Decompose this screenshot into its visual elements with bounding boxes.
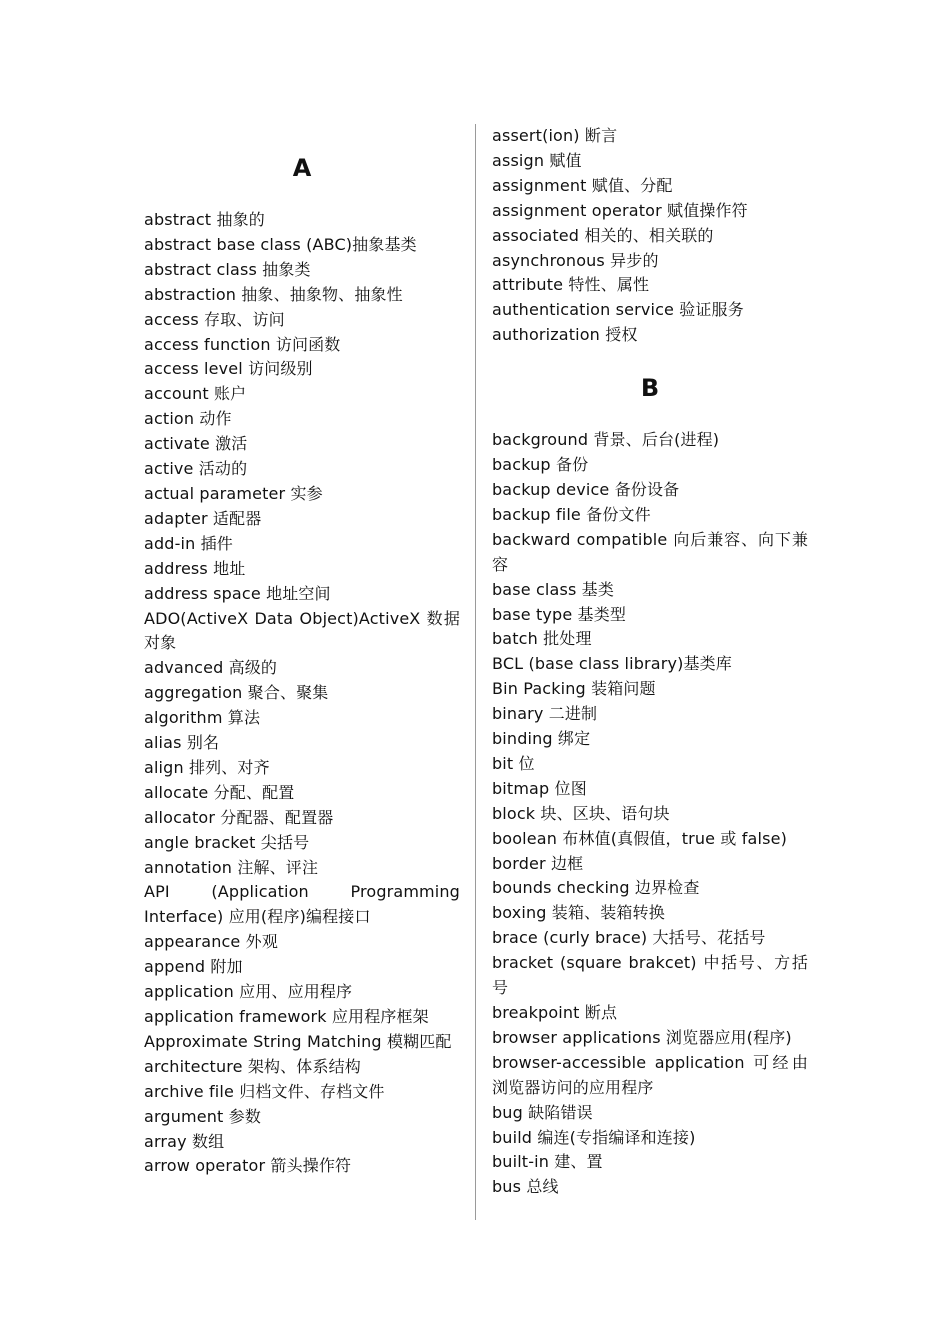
glossary-entry: backup device 备份设备 xyxy=(492,479,680,499)
glossary-entry: boxing 装箱、装箱转换 xyxy=(492,903,665,923)
entry-list-a-left xyxy=(144,208,460,1179)
glossary-entry: allocate 分配、配置 xyxy=(144,782,295,802)
entry-list-a-right xyxy=(492,124,808,348)
glossary-entry: access function 访问函数 xyxy=(144,334,341,354)
glossary-entry: add-in 插件 xyxy=(144,533,233,553)
glossary-entry: abstract class 抽象类 xyxy=(144,259,311,279)
glossary-entry: allocator 分配器、配置器 xyxy=(144,807,334,827)
glossary-entry: border 边框 xyxy=(492,853,584,873)
glossary-entry: bit 位 xyxy=(492,753,535,773)
glossary-entry: activate 激活 xyxy=(144,434,248,454)
glossary-entry: action 动作 xyxy=(144,409,232,429)
glossary-entry: bracket (square brakcet) 中括号、方括号 xyxy=(492,953,808,998)
glossary-entry: block 块、区块、语句块 xyxy=(492,803,670,823)
glossary-entry: assert(ion) 断言 xyxy=(492,126,618,145)
glossary-entry: binding 绑定 xyxy=(492,729,591,749)
glossary-entry: abstract 抽象的 xyxy=(144,210,265,229)
glossary-entry: appearance 外观 xyxy=(144,932,278,952)
glossary-entry: advanced 高级的 xyxy=(144,658,278,678)
glossary-entry: architecture 架构、体系结构 xyxy=(144,1056,361,1076)
glossary-entry: adapter 适配器 xyxy=(144,508,262,528)
glossary-entry: bounds checking 边界检查 xyxy=(492,878,700,898)
glossary-entry: abstract base class (ABC)抽象基类 xyxy=(144,234,417,254)
glossary-entry: address space 地址空间 xyxy=(144,583,331,603)
glossary-entry: brace (curly brace) 大括号、花括号 xyxy=(492,928,766,948)
glossary-entry: build 编连(专指编译和连接) xyxy=(492,1127,696,1147)
glossary-entry: Bin Packing 装箱问题 xyxy=(492,679,656,699)
glossary-entry: argument 参数 xyxy=(144,1106,261,1126)
glossary-entry: address 地址 xyxy=(144,558,246,578)
glossary-entry: browser applications 浏览器应用(程序) xyxy=(492,1027,792,1047)
glossary-entry: backup 备份 xyxy=(492,455,589,475)
glossary-entry: align 排列、对齐 xyxy=(144,757,270,777)
glossary-entry: bus 总线 xyxy=(492,1177,559,1197)
glossary-entry: bug 缺陷错误 xyxy=(492,1102,593,1122)
glossary-entry: built-in 建、置 xyxy=(492,1152,603,1172)
glossary-entry: array 数组 xyxy=(144,1131,225,1151)
glossary-entry: access level 访问级别 xyxy=(144,359,313,379)
column-divider xyxy=(475,124,476,1220)
glossary-entry: alias 别名 xyxy=(144,733,220,753)
glossary-entry: API (Application Programming Interface) 应用(程序)编程接口 xyxy=(144,882,460,927)
glossary-entry: authentication service 验证服务 xyxy=(492,300,744,320)
entry-list-b xyxy=(492,428,808,1200)
section-heading-a: A xyxy=(292,154,312,182)
glossary-entry: asynchronous 异步的 xyxy=(492,250,659,270)
glossary-entry: algorithm 算法 xyxy=(144,708,261,728)
glossary-entry: access 存取、访问 xyxy=(144,309,285,329)
glossary-entry: bitmap 位图 xyxy=(492,778,587,798)
glossary-entry: BCL (base class library)基类库 xyxy=(492,654,732,674)
glossary-entry: backup file 备份文件 xyxy=(492,504,651,524)
glossary-entry: backward compatible 向后兼容、向下兼容 xyxy=(492,529,808,574)
glossary-entry: angle bracket 尖括号 xyxy=(144,832,310,852)
glossary-entry: application 应用、应用程序 xyxy=(144,982,353,1002)
glossary-entry: abstraction 抽象、抽象物、抽象性 xyxy=(144,284,403,304)
glossary-entry: assign 赋值 xyxy=(492,150,582,170)
glossary-entry: base type 基类型 xyxy=(492,604,627,624)
glossary-entry: annotation 注解、评注 xyxy=(144,857,319,877)
glossary-entry: breakpoint 断点 xyxy=(492,1003,618,1022)
glossary-entry: background 背景、后台(进程) xyxy=(492,430,720,450)
glossary-entry: archive file 归档文件、存档文件 xyxy=(144,1081,385,1101)
glossary-entry: active 活动的 xyxy=(144,459,248,479)
glossary-entry: append 附加 xyxy=(144,957,243,977)
glossary-entry: associated 相关的、相关联的 xyxy=(492,225,714,245)
glossary-entry: attribute 特性、属性 xyxy=(492,275,650,295)
glossary-entry: browser-accessible application 可经由浏览器访问的应用程序 xyxy=(492,1052,808,1097)
glossary-entry: arrow operator 箭头操作符 xyxy=(144,1156,352,1176)
glossary-entry: boolean 布林值(真假值，true 或 false) xyxy=(492,828,787,848)
glossary-entry: assignment 赋值、分配 xyxy=(492,175,673,195)
glossary-entry: Approximate String Matching 模糊匹配 xyxy=(144,1031,452,1051)
glossary-entry: application framework 应用程序框架 xyxy=(144,1007,429,1026)
section-heading-b: B xyxy=(640,374,660,403)
glossary-entry: ADO(ActiveX Data Object)ActiveX 数据对象 xyxy=(144,608,460,653)
left-column xyxy=(144,124,460,1179)
glossary-entry: authorization 授权 xyxy=(492,325,638,345)
glossary-entry: base class 基类 xyxy=(492,579,614,599)
glossary-entry: aggregation 聚合、聚集 xyxy=(144,683,329,703)
glossary-entry: assignment operator 赋值操作符 xyxy=(492,200,748,220)
glossary-entry: binary 二进制 xyxy=(492,704,598,724)
glossary-entry: batch 批处理 xyxy=(492,629,592,649)
right-column xyxy=(492,124,808,1200)
glossary-entry: actual parameter 实参 xyxy=(144,483,323,503)
glossary-entry: account 账户 xyxy=(144,384,247,404)
